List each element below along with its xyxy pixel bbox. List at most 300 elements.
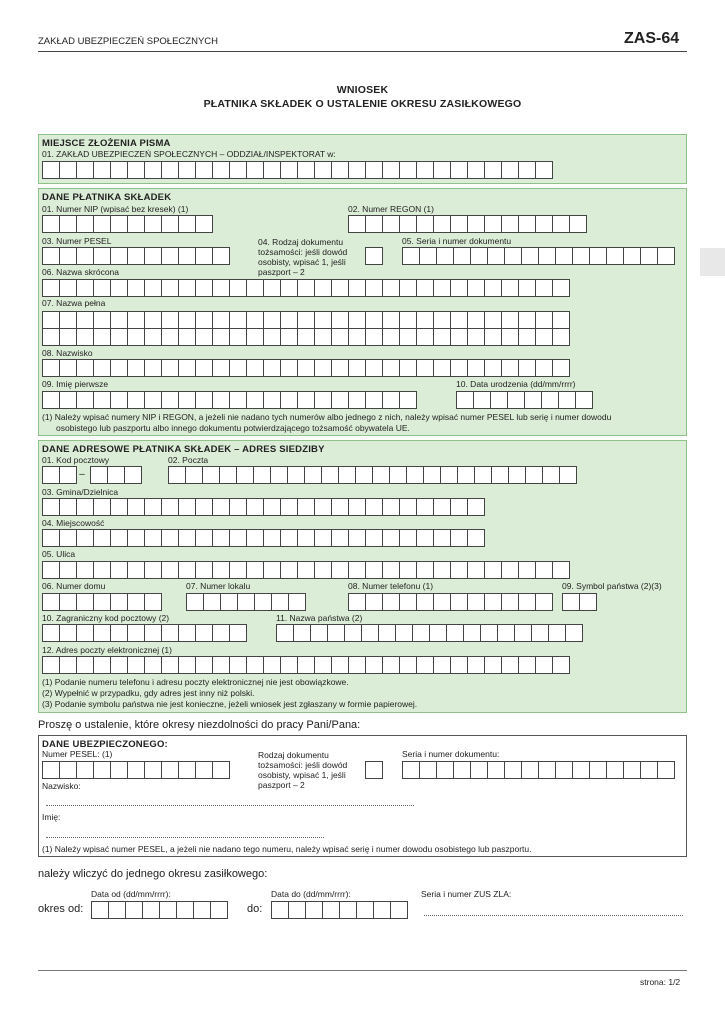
input-cell[interactable] xyxy=(59,328,77,346)
input-cell[interactable] xyxy=(321,466,339,484)
input-cell[interactable] xyxy=(203,593,221,611)
input-cell[interactable] xyxy=(382,561,400,579)
input-cell[interactable] xyxy=(212,624,230,642)
input-cell[interactable] xyxy=(178,279,196,297)
input-cell[interactable] xyxy=(348,656,366,674)
input-cell[interactable] xyxy=(212,328,230,346)
input-cell[interactable] xyxy=(280,311,298,329)
input-cell[interactable] xyxy=(402,247,420,265)
input-cell[interactable] xyxy=(450,561,468,579)
input-cell[interactable] xyxy=(246,161,264,179)
input-cell[interactable] xyxy=(535,561,553,579)
input-cell[interactable] xyxy=(229,391,247,409)
input-cell[interactable] xyxy=(212,247,230,265)
input-cell[interactable] xyxy=(538,761,556,779)
input-cell[interactable] xyxy=(144,328,162,346)
input-cell[interactable] xyxy=(76,498,94,516)
input-cell[interactable] xyxy=(161,529,179,547)
input-cell[interactable] xyxy=(314,161,332,179)
input-cell[interactable] xyxy=(331,561,349,579)
input-cell[interactable] xyxy=(487,247,505,265)
input-cell[interactable] xyxy=(467,215,485,233)
input-cell[interactable] xyxy=(518,593,536,611)
input-cell[interactable] xyxy=(623,247,641,265)
input-cell[interactable] xyxy=(144,391,162,409)
input-cell[interactable] xyxy=(229,161,247,179)
input-cell[interactable] xyxy=(185,466,203,484)
input-cell[interactable] xyxy=(110,761,128,779)
input-cell[interactable] xyxy=(76,593,94,611)
input-cell[interactable] xyxy=(348,328,366,346)
input-cell[interactable] xyxy=(212,311,230,329)
input-cell[interactable] xyxy=(280,529,298,547)
input-cell[interactable] xyxy=(416,161,434,179)
input-cell[interactable] xyxy=(623,761,641,779)
input-cell[interactable] xyxy=(450,215,468,233)
input-cell[interactable] xyxy=(524,391,542,409)
input-cell[interactable] xyxy=(348,593,366,611)
input-cell[interactable] xyxy=(93,279,111,297)
input-cell[interactable] xyxy=(297,529,315,547)
input-cell[interactable] xyxy=(193,901,211,919)
input-cell[interactable] xyxy=(219,466,237,484)
input-cell[interactable] xyxy=(501,311,519,329)
field-email-input[interactable] xyxy=(42,656,569,674)
input-cell[interactable] xyxy=(416,359,434,377)
input-cell[interactable] xyxy=(508,466,526,484)
input-cell[interactable] xyxy=(110,498,128,516)
input-cell[interactable] xyxy=(433,215,451,233)
input-cell[interactable] xyxy=(314,561,332,579)
input-cell[interactable] xyxy=(144,624,162,642)
input-cell[interactable] xyxy=(606,247,624,265)
input-cell[interactable] xyxy=(399,593,417,611)
input-cell[interactable] xyxy=(399,656,417,674)
input-cell[interactable] xyxy=(263,529,281,547)
input-cell[interactable] xyxy=(93,161,111,179)
input-cell[interactable] xyxy=(399,359,417,377)
input-cell[interactable] xyxy=(382,656,400,674)
input-cell[interactable] xyxy=(76,359,94,377)
input-cell[interactable] xyxy=(365,561,383,579)
input-cell[interactable] xyxy=(406,466,424,484)
input-cell[interactable] xyxy=(246,279,264,297)
input-cell[interactable] xyxy=(474,466,492,484)
input-cell[interactable] xyxy=(178,311,196,329)
input-cell[interactable] xyxy=(552,215,570,233)
input-cell[interactable] xyxy=(280,279,298,297)
input-cell[interactable] xyxy=(552,328,570,346)
input-cell[interactable] xyxy=(178,359,196,377)
input-cell[interactable] xyxy=(144,498,162,516)
input-cell[interactable] xyxy=(497,624,515,642)
input-cell[interactable] xyxy=(178,529,196,547)
input-cell[interactable] xyxy=(331,311,349,329)
input-cell[interactable] xyxy=(514,624,532,642)
input-cell[interactable] xyxy=(110,279,128,297)
input-cell[interactable] xyxy=(42,359,60,377)
input-cell[interactable] xyxy=(144,359,162,377)
input-cell[interactable] xyxy=(263,311,281,329)
input-cell[interactable] xyxy=(531,624,549,642)
input-cell[interactable] xyxy=(453,247,471,265)
input-cell[interactable] xyxy=(402,761,420,779)
data-do-input[interactable] xyxy=(271,901,407,919)
input-cell[interactable] xyxy=(93,359,111,377)
zus-zla-input[interactable] xyxy=(424,915,683,916)
input-cell[interactable] xyxy=(144,215,162,233)
input-cell[interactable] xyxy=(195,359,213,377)
input-cell[interactable] xyxy=(535,359,553,377)
input-cell[interactable] xyxy=(518,215,536,233)
input-cell[interactable] xyxy=(541,391,559,409)
input-cell[interactable] xyxy=(229,498,247,516)
input-cell[interactable] xyxy=(212,561,230,579)
input-cell[interactable] xyxy=(348,279,366,297)
input-cell[interactable] xyxy=(127,311,145,329)
input-cell[interactable] xyxy=(161,161,179,179)
input-cell[interactable] xyxy=(484,359,502,377)
field-poczta-input[interactable] xyxy=(168,466,576,484)
input-cell[interactable] xyxy=(416,311,434,329)
input-cell[interactable] xyxy=(559,466,577,484)
input-cell[interactable] xyxy=(297,498,315,516)
field-nazwa-panstwa-input[interactable] xyxy=(276,624,582,642)
input-cell[interactable] xyxy=(399,529,417,547)
input-cell[interactable] xyxy=(76,391,94,409)
input-cell[interactable] xyxy=(271,593,289,611)
input-cell[interactable] xyxy=(501,359,519,377)
input-cell[interactable] xyxy=(297,391,315,409)
input-cell[interactable] xyxy=(382,279,400,297)
input-cell[interactable] xyxy=(161,498,179,516)
input-cell[interactable] xyxy=(127,161,145,179)
input-cell[interactable] xyxy=(127,279,145,297)
input-cell[interactable] xyxy=(161,311,179,329)
input-cell[interactable] xyxy=(378,624,396,642)
input-cell[interactable] xyxy=(212,359,230,377)
input-cell[interactable] xyxy=(76,279,94,297)
input-cell[interactable] xyxy=(467,561,485,579)
input-cell[interactable] xyxy=(161,215,179,233)
input-cell[interactable] xyxy=(331,529,349,547)
input-cell[interactable] xyxy=(144,279,162,297)
input-cell[interactable] xyxy=(178,498,196,516)
input-cell[interactable] xyxy=(110,215,128,233)
input-cell[interactable] xyxy=(237,593,255,611)
input-cell[interactable] xyxy=(195,624,213,642)
input-cell[interactable] xyxy=(76,561,94,579)
input-cell[interactable] xyxy=(212,391,230,409)
field-pesel-input[interactable] xyxy=(42,247,229,265)
input-cell[interactable] xyxy=(161,247,179,265)
input-cell[interactable] xyxy=(501,215,519,233)
input-cell[interactable] xyxy=(178,247,196,265)
field-telefon-input[interactable] xyxy=(348,593,552,611)
input-cell[interactable] xyxy=(558,391,576,409)
input-cell[interactable] xyxy=(569,215,587,233)
input-cell[interactable] xyxy=(195,311,213,329)
input-cell[interactable] xyxy=(42,247,60,265)
input-cell[interactable] xyxy=(348,215,366,233)
input-cell[interactable] xyxy=(399,498,417,516)
input-cell[interactable] xyxy=(501,593,519,611)
input-cell[interactable] xyxy=(246,561,264,579)
input-cell[interactable] xyxy=(552,279,570,297)
input-cell[interactable] xyxy=(42,529,60,547)
input-cell[interactable] xyxy=(93,529,111,547)
input-cell[interactable] xyxy=(348,311,366,329)
input-cell[interactable] xyxy=(365,359,383,377)
input-cell[interactable] xyxy=(195,247,213,265)
input-cell[interactable] xyxy=(331,498,349,516)
input-cell[interactable] xyxy=(93,593,111,611)
input-cell[interactable] xyxy=(210,901,228,919)
input-cell[interactable] xyxy=(229,311,247,329)
field-nazwisko-input[interactable] xyxy=(42,359,569,377)
input-cell[interactable] xyxy=(390,901,408,919)
input-cell[interactable] xyxy=(348,391,366,409)
input-cell[interactable] xyxy=(365,593,383,611)
input-cell[interactable] xyxy=(538,247,556,265)
input-cell[interactable] xyxy=(399,391,417,409)
field-zagr-kod-input[interactable] xyxy=(42,624,246,642)
input-cell[interactable] xyxy=(382,529,400,547)
input-cell[interactable] xyxy=(518,328,536,346)
input-cell[interactable] xyxy=(178,656,196,674)
input-cell[interactable] xyxy=(433,328,451,346)
input-cell[interactable] xyxy=(440,466,458,484)
input-cell[interactable] xyxy=(572,761,590,779)
input-cell[interactable] xyxy=(348,161,366,179)
input-cell[interactable] xyxy=(229,328,247,346)
input-cell[interactable] xyxy=(501,161,519,179)
input-cell[interactable] xyxy=(467,656,485,674)
input-cell[interactable] xyxy=(161,391,179,409)
input-cell[interactable] xyxy=(399,279,417,297)
input-cell[interactable] xyxy=(93,215,111,233)
input-cell[interactable] xyxy=(365,761,383,779)
input-cell[interactable] xyxy=(280,359,298,377)
input-cell[interactable] xyxy=(110,529,128,547)
input-cell[interactable] xyxy=(246,529,264,547)
input-cell[interactable] xyxy=(399,328,417,346)
input-cell[interactable] xyxy=(467,529,485,547)
input-cell[interactable] xyxy=(144,561,162,579)
input-cell[interactable] xyxy=(365,215,383,233)
input-cell[interactable] xyxy=(263,279,281,297)
input-cell[interactable] xyxy=(212,761,230,779)
input-cell[interactable] xyxy=(297,279,315,297)
input-cell[interactable] xyxy=(287,466,305,484)
input-cell[interactable] xyxy=(433,311,451,329)
input-cell[interactable] xyxy=(382,593,400,611)
input-cell[interactable] xyxy=(246,359,264,377)
input-cell[interactable] xyxy=(555,247,573,265)
input-cell[interactable] xyxy=(93,328,111,346)
input-cell[interactable] xyxy=(412,624,430,642)
input-cell[interactable] xyxy=(161,624,179,642)
input-cell[interactable] xyxy=(229,656,247,674)
field-nazwa-skrocona-input[interactable] xyxy=(42,279,569,297)
input-cell[interactable] xyxy=(399,215,417,233)
input-cell[interactable] xyxy=(42,498,60,516)
input-cell[interactable] xyxy=(433,279,451,297)
input-cell[interactable] xyxy=(280,328,298,346)
input-cell[interactable] xyxy=(484,656,502,674)
input-cell[interactable] xyxy=(195,328,213,346)
input-cell[interactable] xyxy=(365,391,383,409)
input-cell[interactable] xyxy=(487,761,505,779)
field-numer-lokalu-input[interactable] xyxy=(186,593,305,611)
input-cell[interactable] xyxy=(657,761,675,779)
input-cell[interactable] xyxy=(59,311,77,329)
input-cell[interactable] xyxy=(288,901,306,919)
input-cell[interactable] xyxy=(76,328,94,346)
input-cell[interactable] xyxy=(280,391,298,409)
input-cell[interactable] xyxy=(470,247,488,265)
input-cell[interactable] xyxy=(518,561,536,579)
input-cell[interactable] xyxy=(484,561,502,579)
input-cell[interactable] xyxy=(365,311,383,329)
input-cell[interactable] xyxy=(144,529,162,547)
input-cell[interactable] xyxy=(382,215,400,233)
input-cell[interactable] xyxy=(59,656,77,674)
input-cell[interactable] xyxy=(419,761,437,779)
ubezp-seria-input[interactable] xyxy=(402,761,674,779)
input-cell[interactable] xyxy=(246,391,264,409)
input-cell[interactable] xyxy=(473,391,491,409)
input-cell[interactable] xyxy=(76,656,94,674)
input-cell[interactable] xyxy=(161,328,179,346)
input-cell[interactable] xyxy=(484,311,502,329)
input-cell[interactable] xyxy=(348,561,366,579)
input-cell[interactable] xyxy=(280,161,298,179)
input-cell[interactable] xyxy=(59,391,77,409)
input-cell[interactable] xyxy=(159,901,177,919)
input-cell[interactable] xyxy=(339,901,357,919)
input-cell[interactable] xyxy=(501,279,519,297)
input-cell[interactable] xyxy=(59,498,77,516)
input-cell[interactable] xyxy=(297,161,315,179)
field-regon-input[interactable] xyxy=(348,215,586,233)
input-cell[interactable] xyxy=(518,656,536,674)
input-cell[interactable] xyxy=(365,498,383,516)
ubezp-imie-input[interactable] xyxy=(46,837,324,838)
input-cell[interactable] xyxy=(93,498,111,516)
input-cell[interactable] xyxy=(59,761,77,779)
input-cell[interactable] xyxy=(178,161,196,179)
input-cell[interactable] xyxy=(76,529,94,547)
input-cell[interactable] xyxy=(110,328,128,346)
input-cell[interactable] xyxy=(42,311,60,329)
input-cell[interactable] xyxy=(144,656,162,674)
input-cell[interactable] xyxy=(504,247,522,265)
input-cell[interactable] xyxy=(263,161,281,179)
input-cell[interactable] xyxy=(657,247,675,265)
input-cell[interactable] xyxy=(450,359,468,377)
input-cell[interactable] xyxy=(229,359,247,377)
input-cell[interactable] xyxy=(110,359,128,377)
input-cell[interactable] xyxy=(382,328,400,346)
field-imie-input[interactable] xyxy=(42,391,416,409)
data-od-input[interactable] xyxy=(91,901,227,919)
input-cell[interactable] xyxy=(579,593,597,611)
input-cell[interactable] xyxy=(178,561,196,579)
input-cell[interactable] xyxy=(42,593,60,611)
input-cell[interactable] xyxy=(416,656,434,674)
input-cell[interactable] xyxy=(280,498,298,516)
input-cell[interactable] xyxy=(110,624,128,642)
field-oddzial-input[interactable] xyxy=(42,161,552,179)
input-cell[interactable] xyxy=(168,466,186,484)
input-cell[interactable] xyxy=(484,215,502,233)
input-cell[interactable] xyxy=(416,561,434,579)
input-cell[interactable] xyxy=(178,624,196,642)
input-cell[interactable] xyxy=(59,561,77,579)
input-cell[interactable] xyxy=(314,359,332,377)
input-cell[interactable] xyxy=(310,624,328,642)
input-cell[interactable] xyxy=(314,656,332,674)
input-cell[interactable] xyxy=(263,359,281,377)
input-cell[interactable] xyxy=(93,247,111,265)
input-cell[interactable] xyxy=(314,498,332,516)
input-cell[interactable] xyxy=(433,593,451,611)
field-seria-input[interactable] xyxy=(402,247,674,265)
input-cell[interactable] xyxy=(42,656,60,674)
input-cell[interactable] xyxy=(535,656,553,674)
input-cell[interactable] xyxy=(195,498,213,516)
input-cell[interactable] xyxy=(433,359,451,377)
input-cell[interactable] xyxy=(450,529,468,547)
input-cell[interactable] xyxy=(399,311,417,329)
input-cell[interactable] xyxy=(501,328,519,346)
input-cell[interactable] xyxy=(518,161,536,179)
input-cell[interactable] xyxy=(212,529,230,547)
input-cell[interactable] xyxy=(361,624,379,642)
input-cell[interactable] xyxy=(322,901,340,919)
field-doctype-input[interactable] xyxy=(365,247,382,265)
input-cell[interactable] xyxy=(110,161,128,179)
input-cell[interactable] xyxy=(110,391,128,409)
input-cell[interactable] xyxy=(246,498,264,516)
input-cell[interactable] xyxy=(297,328,315,346)
input-cell[interactable] xyxy=(305,901,323,919)
field-gmina-input[interactable] xyxy=(42,498,484,516)
input-cell[interactable] xyxy=(297,656,315,674)
input-cell[interactable] xyxy=(399,161,417,179)
input-cell[interactable] xyxy=(314,311,332,329)
input-cell[interactable] xyxy=(293,624,311,642)
input-cell[interactable] xyxy=(450,328,468,346)
input-cell[interactable] xyxy=(382,311,400,329)
input-cell[interactable] xyxy=(229,529,247,547)
input-cell[interactable] xyxy=(419,247,437,265)
input-cell[interactable] xyxy=(144,593,162,611)
input-cell[interactable] xyxy=(338,466,356,484)
input-cell[interactable] xyxy=(229,624,247,642)
input-cell[interactable] xyxy=(450,656,468,674)
input-cell[interactable] xyxy=(176,901,194,919)
input-cell[interactable] xyxy=(548,624,566,642)
input-cell[interactable] xyxy=(470,761,488,779)
input-cell[interactable] xyxy=(202,466,220,484)
input-cell[interactable] xyxy=(263,391,281,409)
input-cell[interactable] xyxy=(263,498,281,516)
input-cell[interactable] xyxy=(518,311,536,329)
input-cell[interactable] xyxy=(59,247,77,265)
input-cell[interactable] xyxy=(186,593,204,611)
